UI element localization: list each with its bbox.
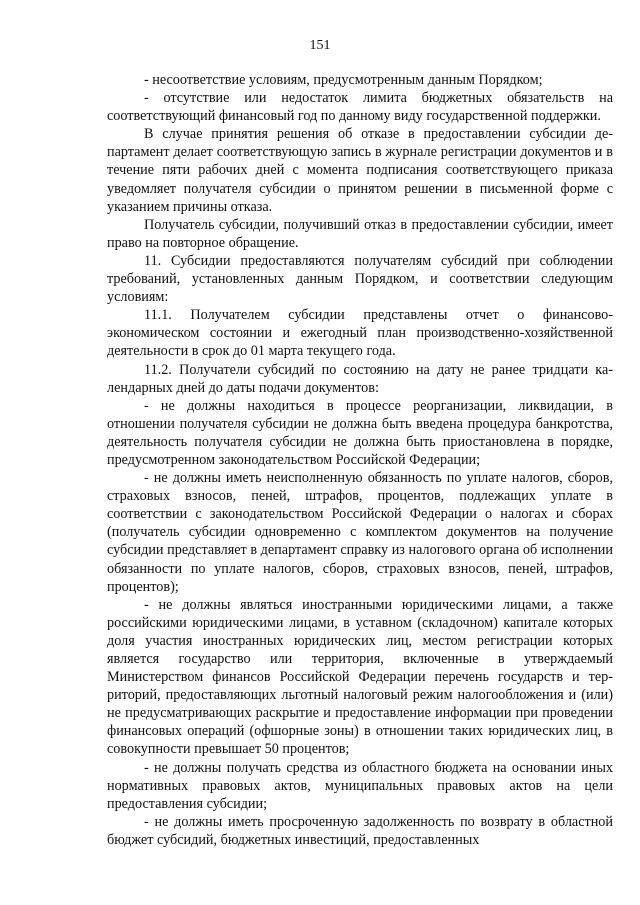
paragraph: 11.1. Получателем субсидии представлены отчет о финансово-экономическом состоянии и ежегодный план производственно-хозяйственной деятельности в срок до 01 марта текущего года. [107, 307, 613, 360]
paragraph: - не должны иметь неисполненную обязанность по уплате налогов, сборов, страховых взносов, пеней, штрафов, процентов, подлежащих уплате в соответствии с законодательством Российской Федерации о налогах и сборах (получатель субсидии одновременно с комплектом документов на получение субсидии представляет в департамент справку из налогового органа об исполнении обязанности по уплате налогов, сборов, страховых взносов, пеней, штрафов, процентов); [107, 470, 613, 595]
paragraph: - не должны иметь просроченную задолженность по возврату в областной бюджет субсидий, бюджетных инвестиций, предоставленных [107, 813, 613, 848]
paragraph: В случае принятия решения об отказе в предоставлении субсидии департамент делает соответствующую запись в журнале регистрации документов и в течение пяти рабочих дней с момента подписания соответствующего приказа уведомляет получателя субсидии о принятом решении в письменной форме с указанием причины отказа. [107, 126, 613, 215]
paragraph: - несоответствие условиям, предусмотренным данным Порядком; [144, 72, 543, 88]
paragraph: Получатель субсидии, получивший отказ в предоставлении субсидии, имеет право на повторное обращение. [107, 216, 613, 251]
paragraph: - не должны находиться в процессе реорганизации, ликвидации, в отношении получателя субсидии не должна быть введена процедура банкротства, деятельность получателя субсидии не должна быть приостановлена в порядке, предусмотренном законодательством Российской Федерации; [107, 397, 613, 468]
paragraph: - отсутствие или недостаток лимита бюджетных обязательств на соответствующий финансовый год по данному виду государственной поддержки. [107, 90, 613, 125]
paragraph: 11. Субсидии предоставляются получателям субсидий при соблюдении требований, установленных данным Порядком, и соответствии следующим условиям: [107, 252, 613, 306]
paragraph: - не должны получать средства из областного бюджета на основании иных нормативных правовых актов, муниципальных правовых актов на цели предоставления субсидии; [107, 759, 613, 812]
paragraph: 11.2. Получатели субсидий по состоянию на дату не ранее тридцати календарных дней до даты подачи документов: [107, 361, 613, 396]
paragraph: - не должны являться иностранными юридическими лицами, а также российскими юридическими лицами, в уставном (складочном) капитале которых доля участия иностранных юридических лиц, местом регистрации которых является государство или территория, включенные в утверждаемый Министерством финансов Российской Федерации перечень государств и территорий, предоставляющих льготный налоговый режим налогообложения и (или) не предусматривающих раскрытие и предоставление информации при проведении финансовых операций (офшорные зоны) в отношении таких юридических лиц, в совокупности превышает 50 процентов; [107, 596, 613, 758]
page-number: 151 [309, 38, 331, 53]
document-body [107, 71, 613, 849]
